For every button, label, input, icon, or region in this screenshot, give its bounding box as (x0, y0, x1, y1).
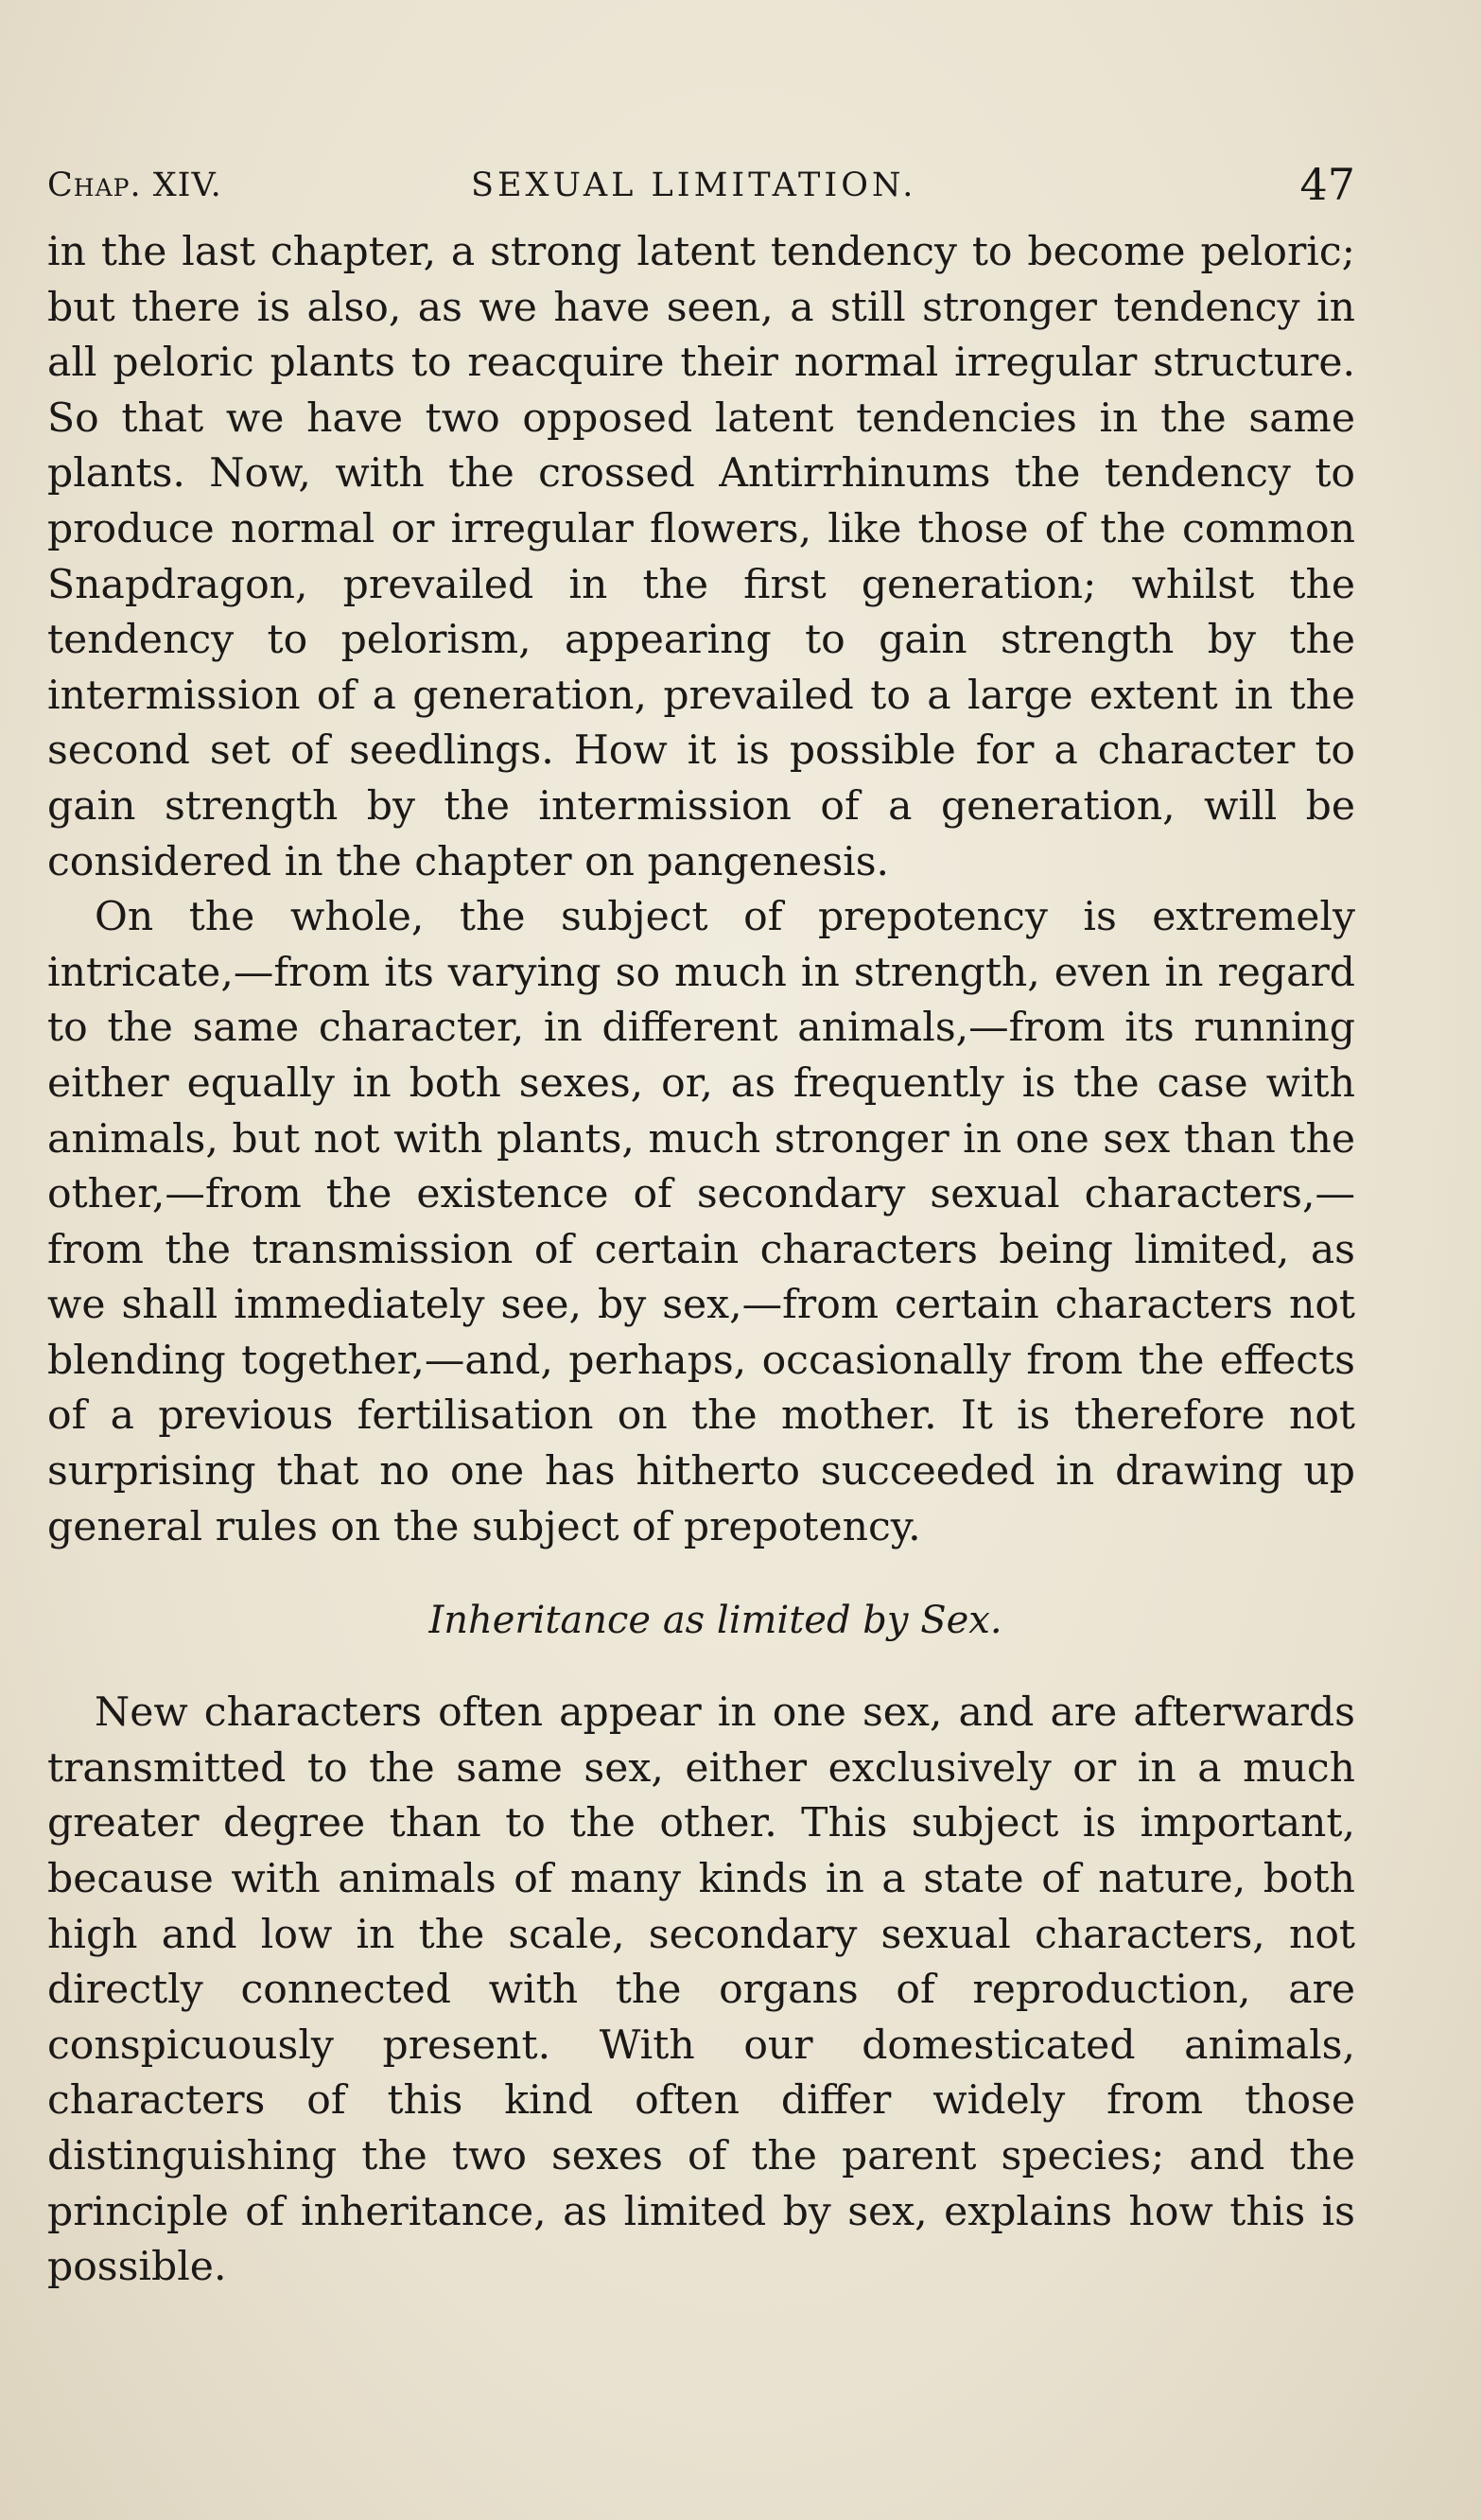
paragraph-prepotency: On the whole, the subject of prepotency is extremely intricate,—from its varying so much in strength, even in regard to the same character, in different animals,—from its running either equally in both sexes, or, as frequently is the case with animals, but not with plants, much stronger in one sex than the other,—from the existence of secondary sexual characters,—from the transmission of certain characters being limited, as we shall immediately see, by sex,—from certain characters not blending together,—and, perhaps, occasionally from the effects of a previous fertilisation on the mother. It is therefore not surprising that no one has hitherto succeeded in drawing up general rules on the subject of prepotency. (47, 894, 1355, 1550)
page-number: 47 (1299, 159, 1355, 210)
book-page (47, 159, 1355, 2296)
section-heading: Inheritance as limited by Sex. (428, 1599, 1002, 1643)
running-head (47, 159, 1355, 225)
paragraph-continuation: in the last chapter, a strong latent tendency to become peloric; but there is also, as we have seen, a still stronger tendency in all peloric plants to reacquire their normal irregular structure. So that we have two opposed latent tendencies in the same plants. Now, with the crossed Antirrhinums the tendency to produce normal or irregular flowers, like those of the common Snapdragon, prevailed in the first generation; whilst the tendency to pelorism, appearing to gain strength by the intermission of a generation, prevailed to a large extent in the second set of seedlings. How it is possible for a character to gain strength by the intermission of a generation, will be considered in the chapter on pangenesis. (47, 229, 1355, 885)
chapter-label: Chap. XIV. (47, 166, 222, 204)
paragraph-sex-limitation: New characters often appear in one sex, and are afterwards transmitted to the same sex, either exclusively or in a much greater degree than to the other. This subject is important, because with animals of many kinds in a state of nature, both high and low in the scale, secondary sexual characters, not directly connected with the organs of reproduction, are conspicuously present. With our domesticated animals, characters of this kind often differ widely from those distinguishing the two sexes of the parent species; and the principle of inheritance, as limited by sex, explains how this is possible. (47, 1689, 1355, 2291)
running-title: SEXUAL LIMITATION. (471, 166, 917, 204)
